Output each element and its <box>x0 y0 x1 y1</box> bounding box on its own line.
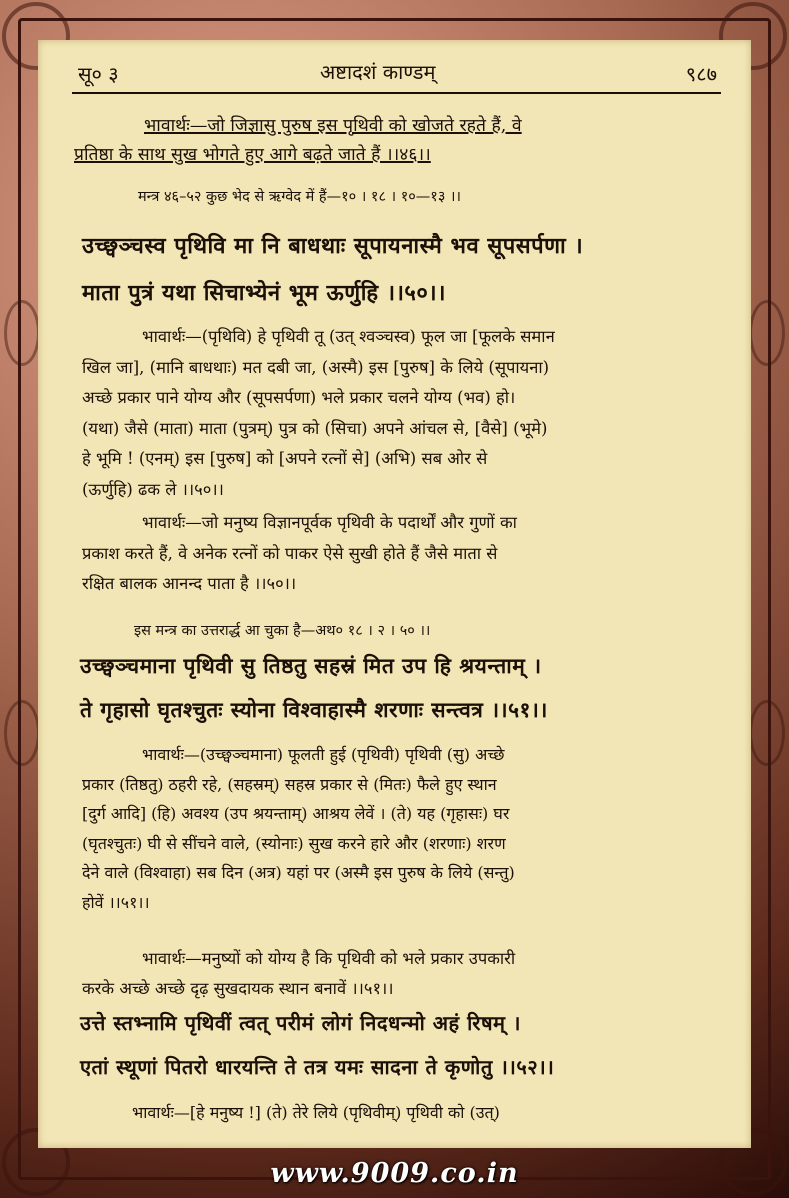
text-line: भावार्थः—जो जिज्ञासु पुरुष इस पृथिवी को खोजते रहते हैं, वे <box>144 116 522 136</box>
mantra-line: उच्छ्वञ्चमाना पृथिवी सु तिष्ठतु सहस्रं मित उप हि श्रयन्ताम् । <box>80 653 542 678</box>
bhavarth-51 <box>82 944 732 1004</box>
mantra-line: एतां स्थूणां पितरो धारयन्ति ते तत्र यमः सादना ते कृणोतु ।।५२।। <box>80 1055 555 1079</box>
header-rule <box>72 92 721 94</box>
text-line: प्रतिष्ठा के साथ सुख भोगते हुए आगे बढ़ते जाते हैं ।।४६।। <box>74 145 431 165</box>
text-line: अच्छे प्रकार पाने योग्य और (सूपसर्पणा) भले प्रकार चलने योग्य (भव) हो। <box>82 388 516 407</box>
page-header <box>38 54 751 84</box>
padarth-52 <box>82 1098 732 1128</box>
bhavarth-49 <box>74 112 724 170</box>
text-line: भावार्थः—(उच्छ्वञ्चमाना) फूलती हुई (पृथिवी) पृथिवी (सु) अच्छे <box>142 745 505 764</box>
text-line: (घृतश्चुतः) घी से सींचने वाले, (स्योनाः) सुख करने हारे और (शरणाः) शरण <box>82 833 506 853</box>
text-line: प्रकार (तिष्ठतु) ठहरी रहे, (सहस्रम्) सहस्र प्रकार से (मितः) फैले हुए स्थान <box>82 774 497 794</box>
reference-note: मन्त्र ४६–५२ कुछ भेद से ऋग्वेद में हैं—१० । १८ । १०—१३ ।। <box>138 189 461 205</box>
mantra-50 <box>82 224 583 318</box>
text-line: हे भूमि ! (एनम्) इस [पुरुष] को [अपने रत्नों से] (अभि) सब ओर से <box>82 449 488 468</box>
text-line: भावार्थः—(पृथिवि) हे पृथिवी तू (उत् श्वञ्चस्व) फूल जा [फूलके समान <box>142 327 555 346</box>
mantra-52 <box>80 1000 554 1088</box>
frame-swirl-icon <box>749 300 785 366</box>
kanda-title: अष्टादशं काण्डम् <box>320 60 436 84</box>
text-line: भावार्थः—मनुष्यों को योग्य है कि पृथिवी को भले प्रकार उपकारी <box>142 949 516 968</box>
mantra-line: उच्छ्वञ्चस्व पृथिवि मा नि बाधथाः सूपायनास्मै भव सूपसर्पणा । <box>82 233 584 259</box>
bhavarth-50 <box>82 508 732 600</box>
reference-note: इस मन्त्र का उत्तरार्द्ध आ चुका है—अथ० १८ । २ । ५० ।। <box>134 623 431 639</box>
mantra-line: माता पुत्रं यथा सिचाभ्येनं भूम ऊर्णुहि ।।५०।। <box>82 280 446 306</box>
text-line: भावार्थः—जो मनुष्य विज्ञानपूर्वक पृथिवी के पदार्थों और गुणों का <box>142 513 517 532</box>
text-line: प्रकाश करते हैं, वे अनेक रत्नों को पाकर ऐसे सुखी होते हैं जैसे माता से <box>82 543 498 563</box>
frame-swirl-icon <box>4 700 40 766</box>
mantra-line: ते गृहासो घृतश्चुतः स्योना विश्वाहास्मै शरणाः सन्त्वत्र ।।५१।। <box>80 697 548 722</box>
document-page <box>38 40 751 1148</box>
text-line: भावार्थः—[हे मनुष्य !] (ते) तेरे लिये (पृथिवीम्) पृथिवी को (उत्) <box>132 1103 500 1122</box>
text-line: देने वाले (विश्वाहा) सब दिन (अत्र) यहां पर (अस्मै इस पुरुष के लिये (सन्तु) <box>82 863 515 882</box>
text-line: रक्षित बालक आनन्द पाता है ।।५०।। <box>82 574 297 593</box>
website-watermark: www.9009.co.in <box>270 1158 519 1189</box>
page-number: ९८७ <box>685 62 717 86</box>
frame-swirl-icon <box>749 700 785 766</box>
padarth-51 <box>82 740 732 917</box>
text-line: (यथा) जैसे (माता) माता (पुत्रम्) पुत्र को (सिचा) अपने आंचल से, [वैसे] (भूमे) <box>82 418 548 438</box>
text-line: करके अच्छे अच्छे दृढ़ सुखदायक स्थान बनावें ।।५१।। <box>82 979 394 998</box>
sukta-number: सू० ३ <box>78 62 119 86</box>
mantra-51 <box>80 644 548 732</box>
text-line: [दुर्ग आदि] (हि) अवश्य (उप श्रयन्ताम्) आश्रय लेवें । (ते) यह (गृहासः) घर <box>82 804 510 823</box>
text-line: (ऊर्णुहि) ढक ले ।।५०।। <box>82 479 224 499</box>
padarth-50 <box>82 322 732 505</box>
text-line: होवें ।।५१।। <box>82 892 150 912</box>
text-line: खिल जा], (मानि बाधथाः) मत दबी जा, (अस्मै) इस [पुरुष] के लिये (सूपायना) <box>82 357 550 377</box>
mantra-line: उत्ते स्तभ्नामि पृथिवीं त्वत् परीमं लोगं निदधन्मो अहं रिषम् । <box>80 1011 522 1035</box>
frame-swirl-icon <box>4 300 40 366</box>
